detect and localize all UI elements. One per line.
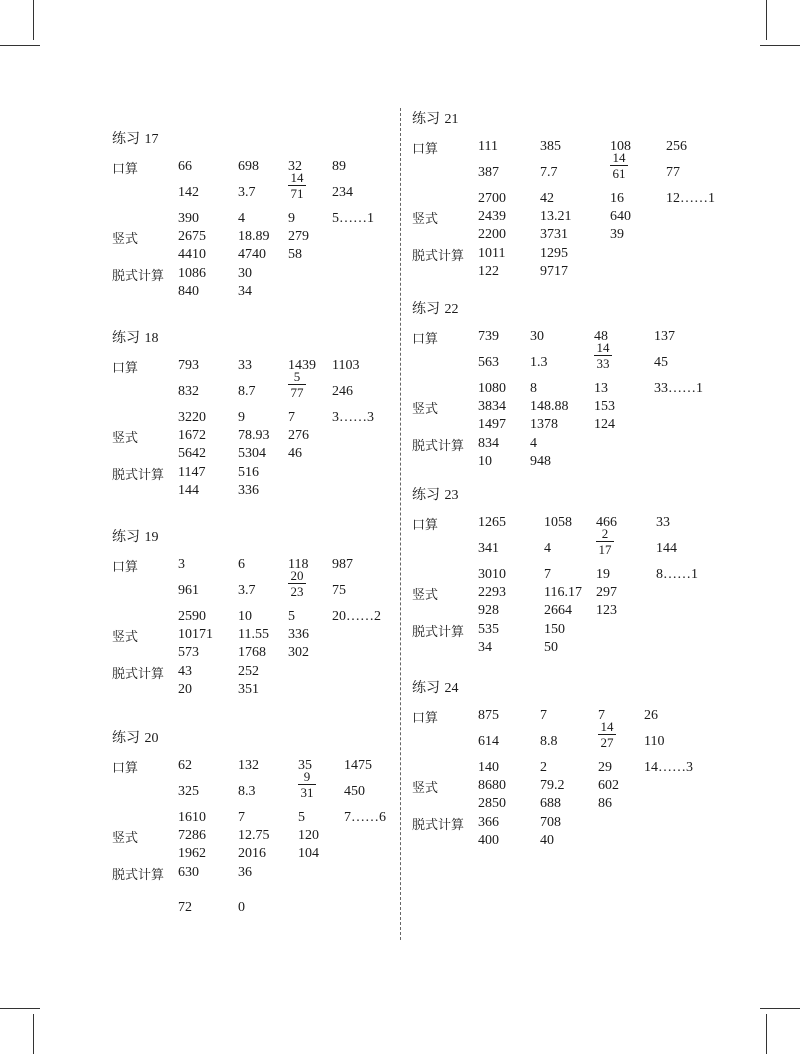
answer-value: 1378 [530,417,558,432]
answer-value: 2675 [178,229,206,244]
answer-value: 43 [178,664,192,679]
label-shushi: 竖式 [112,831,139,846]
label-tuoshi: 脱式计算 [412,249,465,264]
label-shushi: 竖式 [112,630,139,645]
answer-value: 13.21 [540,209,572,224]
answer-value: 1011 [478,246,506,261]
fraction [288,568,306,599]
answer-value: 8 [530,381,537,396]
answer-value: 739 [478,329,499,344]
answer-value: 4410 [178,247,206,262]
practice-title-text: 练习 [412,680,440,696]
answer-value: 2293 [478,585,506,600]
answer-value: 341 [478,541,499,556]
answer-value: 1962 [178,846,206,861]
answer-value: 563 [478,355,499,370]
answer-value: 1439 [288,358,316,373]
fraction [610,150,628,181]
label-tuoshi: 脱式计算 [112,667,165,682]
answer-value: 688 [540,796,561,811]
answer-value: 116.17 [544,585,582,600]
practice-title [412,108,458,128]
practice-title-text: 练习 [412,487,440,503]
answer-value: 252 [238,664,259,679]
fraction-numerator: 2 [601,526,609,541]
fraction-numerator: 14 [290,170,304,185]
fraction-numerator: 14 [612,150,626,165]
answer-value: 4 [530,436,537,451]
fraction-denominator: 23 [290,584,304,599]
answer-value: 9 [288,211,295,226]
label-kousuan: 口算 [412,711,439,726]
answer-value: 0 [238,900,245,915]
answer-value: 34 [238,284,252,299]
tuoshi-row [412,435,800,453]
answer-value: 48 [594,329,608,344]
kousuan-row [412,380,800,398]
label-kousuan: 口算 [412,142,439,157]
answer-value: 104 [298,846,319,861]
answer-value: 832 [178,384,199,399]
answer-value: 6 [238,557,245,572]
answer-value: 3.7 [238,583,256,598]
answer-value: 8.8 [540,734,558,749]
practice-title-text: 练习 [112,330,140,346]
answer-value: 4 [544,541,551,556]
answer-value: 961 [178,583,199,598]
kousuan-row [412,150,800,182]
answer-value: 58 [288,247,302,262]
answer-value: 20……2 [332,609,381,624]
answer-value: 33 [238,358,252,373]
answer-value: 573 [178,645,199,660]
answer-value: 144 [656,541,677,556]
answer-value: 246 [332,384,353,399]
crop-mark [0,45,40,46]
tuoshi-row [412,832,800,850]
answer-value: 302 [288,645,309,660]
answer-value: 111 [478,139,498,154]
answer-value: 12……1 [666,191,715,206]
crop-mark [0,1008,40,1009]
answer-value: 5……1 [332,211,374,226]
shushi-row [412,602,800,620]
answer-value: 148.88 [530,399,569,414]
answer-value: 40 [540,833,554,848]
practice-title [412,484,458,504]
answer-value: 39 [610,227,624,242]
answer-value: 385 [540,139,561,154]
answer-value: 7.7 [540,165,558,180]
answer-value: 7 [238,810,245,825]
tuoshi-row [112,864,502,882]
answer-value: 535 [478,622,499,637]
practice-title-text: 练习 [412,111,440,127]
kousuan-row [412,526,800,558]
answer-value: 86 [598,796,612,811]
crop-mark [766,1014,767,1054]
answer-value: 10171 [178,627,213,642]
fraction-denominator: 77 [290,385,304,400]
label-kousuan: 口算 [112,361,139,376]
tuoshi-row [412,453,800,471]
kousuan-row [412,719,800,751]
answer-value: 33……1 [654,381,703,396]
practice-title [112,526,158,546]
answer-value: 118 [288,557,309,572]
answer-value: 45 [654,355,668,370]
answer-value: 8680 [478,778,506,793]
answer-value: 18.89 [238,229,270,244]
tuoshi-row [412,621,800,639]
practice-title-text: 练习 [112,730,140,746]
answer-value: 793 [178,358,199,373]
answer-value: 153 [594,399,615,414]
answer-value: 450 [344,784,365,799]
label-kousuan: 口算 [412,518,439,533]
answer-value: 140 [478,760,499,775]
answer-value: 142 [178,185,199,200]
tuoshi-row [112,899,502,917]
fraction-denominator: 27 [600,735,614,750]
answer-value: 1610 [178,810,206,825]
fraction-numerator: 14 [596,340,610,355]
answer-value: 3731 [540,227,568,242]
answer-value: 8.3 [238,784,256,799]
label-kousuan: 口算 [112,162,139,177]
fraction-denominator: 61 [612,166,626,181]
answer-value: 276 [288,428,309,443]
answer-value: 11.55 [238,627,269,642]
tuoshi-row [412,814,800,832]
shushi-row [412,226,800,244]
practice-title-text: 练习 [112,529,140,545]
answer-value: 13 [594,381,608,396]
answer-value: 5 [288,609,295,624]
shushi-row [412,208,800,226]
crop-mark [760,45,800,46]
answer-value: 3 [178,557,185,572]
answer-value: 10 [478,454,492,469]
practice-title [112,128,158,148]
answer-value: 602 [598,778,619,793]
label-shushi: 竖式 [112,232,139,247]
answer-value: 2700 [478,191,506,206]
answer-value: 256 [666,139,687,154]
crop-mark [33,0,34,40]
answer-value: 708 [540,815,561,830]
answer-value: 78.93 [238,428,270,443]
answer-value: 5642 [178,446,206,461]
kousuan-row [412,759,800,777]
answer-value: 366 [478,815,499,830]
shushi-row [412,416,800,434]
answer-value: 3……3 [332,410,374,425]
answer-value: 89 [332,159,346,174]
answer-value: 14……3 [644,760,693,775]
answer-value: 35 [298,758,312,773]
answer-value: 30 [238,266,252,281]
label-shushi: 竖式 [412,781,439,796]
answer-value: 336 [288,627,309,642]
answer-value: 62 [178,758,192,773]
shushi-row [412,584,800,602]
answer-value: 1295 [540,246,568,261]
practice-title [412,677,458,697]
fraction-numerator: 20 [290,568,304,583]
label-shushi: 竖式 [412,402,439,417]
label-shushi: 竖式 [412,588,439,603]
answer-value: 66 [178,159,192,174]
answer-value: 16 [610,191,624,206]
label-tuoshi: 脱式计算 [412,625,465,640]
answer-value: 29 [598,760,612,775]
fraction [288,369,306,400]
answer-value: 351 [238,682,259,697]
answer-value: 5304 [238,446,266,461]
label-tuoshi: 脱式计算 [112,269,165,284]
answer-value: 33 [656,515,670,530]
practice-title [412,298,458,318]
answer-value: 132 [238,758,259,773]
answer-value: 948 [530,454,551,469]
label-tuoshi: 脱式计算 [112,868,165,883]
answer-value: 77 [666,165,680,180]
answer-value: 336 [238,483,259,498]
answer-value: 7 [288,410,295,425]
shushi-row [412,777,800,795]
answer-value: 1080 [478,381,506,396]
answer-value: 3010 [478,567,506,582]
kousuan-row [412,190,800,208]
answer-value: 120 [298,828,319,843]
label-tuoshi: 脱式计算 [412,439,465,454]
answer-value: 1086 [178,266,206,281]
practice-number: 19 [144,530,159,545]
label-tuoshi: 脱式计算 [112,468,165,483]
fraction-numerator: 5 [293,369,301,384]
answer-value: 9717 [540,264,568,279]
answer-value: 640 [610,209,631,224]
answer-value: 72 [178,900,192,915]
answer-value: 840 [178,284,199,299]
fraction [596,526,614,557]
practice-number: 18 [144,331,159,346]
answer-value: 26 [644,708,658,723]
answer-value: 4740 [238,247,266,262]
practice-number: 24 [444,681,459,696]
fraction [298,769,316,800]
answer-value: 32 [288,159,302,174]
answer-value: 1768 [238,645,266,660]
shushi-row [412,795,800,813]
answer-value: 387 [478,165,499,180]
answer-value: 1265 [478,515,506,530]
answer-value: 3.7 [238,185,256,200]
answer-value: 124 [594,417,615,432]
answer-value: 75 [332,583,346,598]
label-kousuan: 口算 [412,332,439,347]
practice-title [112,327,158,347]
answer-value: 875 [478,708,499,723]
practice-number: 17 [144,132,159,147]
fraction [594,340,612,371]
answer-value: 9 [238,410,245,425]
fraction-denominator: 33 [596,356,610,371]
answer-value: 4 [238,211,245,226]
answer-value: 20 [178,682,192,697]
practice-number: 22 [444,302,459,317]
answer-value: 1058 [544,515,572,530]
fraction-denominator: 71 [290,186,304,201]
answer-value: 2 [540,760,547,775]
label-kousuan: 口算 [112,761,139,776]
answer-value: 390 [178,211,199,226]
answer-value: 144 [178,483,199,498]
answer-value: 1103 [332,358,360,373]
practice-number: 23 [444,488,459,503]
tuoshi-row [412,263,800,281]
answer-value: 3834 [478,399,506,414]
crop-mark [760,1008,800,1009]
practice-title-text: 练习 [412,301,440,317]
answer-value: 8.7 [238,384,256,399]
tuoshi-row [412,639,800,657]
label-shushi: 竖式 [412,212,439,227]
answer-value: 36 [238,865,252,880]
answer-value: 19 [596,567,610,582]
answer-value: 137 [654,329,675,344]
answer-value: 1672 [178,428,206,443]
answer-value: 12.75 [238,828,270,843]
fraction [598,719,616,750]
answer-value: 614 [478,734,499,749]
answer-value: 122 [478,264,499,279]
crop-mark [766,0,767,40]
answer-value: 2850 [478,796,506,811]
fraction-denominator: 31 [300,785,314,800]
answer-value: 297 [596,585,617,600]
label-kousuan: 口算 [112,560,139,575]
answer-value: 108 [610,139,631,154]
answer-value: 7 [544,567,551,582]
answer-value: 698 [238,159,259,174]
answer-value: 8……1 [656,567,698,582]
label-shushi: 竖式 [112,431,139,446]
answer-value: 1497 [478,417,506,432]
answer-value: 928 [478,603,499,618]
answer-value: 46 [288,446,302,461]
fraction [288,170,306,201]
kousuan-row [412,138,800,156]
practice-number: 20 [144,731,159,746]
kousuan-row [412,566,800,584]
answer-value: 7……6 [344,810,386,825]
answer-value: 234 [332,185,353,200]
kousuan-row [412,340,800,372]
answer-value: 30 [530,329,544,344]
answer-value: 834 [478,436,499,451]
answer-value: 79.2 [540,778,565,793]
answer-value: 7 [598,708,605,723]
fraction-denominator: 17 [598,542,612,557]
answer-value: 2016 [238,846,266,861]
shushi-row [412,398,800,416]
practice-number: 21 [444,112,459,127]
answer-value: 50 [544,640,558,655]
answer-value: 2664 [544,603,572,618]
crop-mark [33,1014,34,1054]
answer-value: 2200 [478,227,506,242]
answer-value: 10 [238,609,252,624]
answer-value: 123 [596,603,617,618]
fraction-numerator: 14 [600,719,614,734]
answer-value: 7286 [178,828,206,843]
answer-value: 987 [332,557,353,572]
answer-value: 2439 [478,209,506,224]
answer-value: 466 [596,515,617,530]
answer-value: 5 [298,810,305,825]
answer-value: 110 [644,734,665,749]
answer-value: 1.3 [530,355,548,370]
answer-value: 3220 [178,410,206,425]
answer-value: 1475 [344,758,372,773]
tuoshi-row [412,245,800,263]
practice-title [112,727,158,747]
answer-value: 7 [540,708,547,723]
answer-value: 1147 [178,465,206,480]
answer-value: 42 [540,191,554,206]
answer-value: 516 [238,465,259,480]
fraction-numerator: 9 [303,769,311,784]
answer-value: 279 [288,229,309,244]
answer-value: 2590 [178,609,206,624]
practice-title-text: 练习 [112,131,140,147]
label-tuoshi: 脱式计算 [412,818,465,833]
answer-value: 400 [478,833,499,848]
answer-value: 325 [178,784,199,799]
answer-value: 34 [478,640,492,655]
answer-value: 630 [178,865,199,880]
answer-value: 150 [544,622,565,637]
